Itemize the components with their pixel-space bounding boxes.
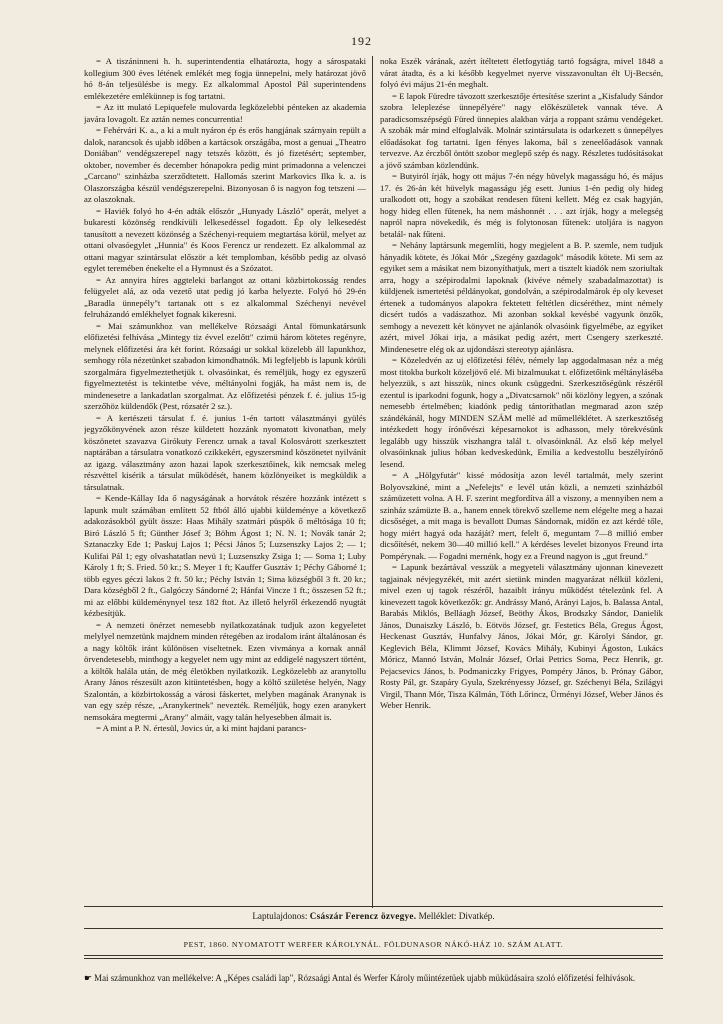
supplement-note: Melléklet: Divatkép.: [418, 911, 495, 921]
printer-imprint: PEST, 1860. NYOMATOTT WERFER KÁROLYNÁL. FÖLDUNASOR NÁKÓ-HÁZ 10. SZÁM ALATT.: [183, 940, 564, 949]
article-paragraph: = Közeledvén az uj előfizetési félév, némely lap aggodalmasan néz a még most titokba burkolt közeljövő elé. Mi bizalmuukat t. előfizetőink méltányláséba helyezzük, s azt hisszük, nincs okunk csüggedni. Szerkesztőségünk részéről ezentul is iparkodni fogunk, hogy a „Divatcsarnok" női közlöny legyen, a szónak nemesebb értelmében; kiadónk pedig tántoríthatlan megmarad azon szép szándékánál, hogy MINDEN SZÁM mellé ad műmelléklétet. A szerkesztőség intézkedett hogy írónővészi képesarnokot is adhasson, mely törekvésünk legalább ugy hisszük viszhangra talál t. olvasóinknál. Az első kép melyel olvasóinknak julius hóban kedveskedünk, Emilia a kedvestollu beszélyírónő lesend.: [380, 355, 663, 469]
article-paragraph: = Lapunk bezártával vesszük a megyeteli választmány ujonnan kinevezett tagjainak névjegyzékét, mit azért sietünk minden magyarázat nélkül közleni, mivel ezen uj tagok részéről, hazaiblt irányu működést tételezünk fel. A kinevezett tagok következők: gr. Andrássy Manó, Arányi Lajos, b. Balassa Antal, Barabás Miklós, Belláagh József, Beöthy Ákos, Brodszky Sándor, Danielik János, Dunaiszky László, b. Eötvös József, gr. Festetics Béla, Gregus Ágost, Heckenast Gusztáv, Hunfalvy János, Jókai Mór, gr. Károlyi Sándor, gr. Keglevich Béla, Klimmt József, Kovács Mihály, Kubinyi Ágoston, Lukács Móricz, Mannó István, Molnár József, Orlai Petrics Soma, Pecz Henrik, gr. Pejacsevics János, b. Podmaniczky Frigyes, Pompéry János, b. Prónay Gábor, Rosty Pál, gr. Szapáry Gyula, Szekrényessy József, gr. Széchenyi Béla, Szilágyi Virgil, Thann Mór, Tisza Kálmán, Tóth Lőrincz, Ürményi József, Weber János és Weber Henrik.: [380, 562, 663, 710]
supplement-notice: ☛ Mai számunkhoz van mellékelve: A „Képes családi lap", Rózsaági Antal és Werfer Károly műintézetüek ujabb müküdásaira szoló előfizetési felhívások.: [84, 973, 636, 983]
left-column: [84, 56, 366, 896]
footer-rule-double: [84, 958, 663, 959]
article-paragraph: noka Eszék várának, azért ítéltetett életfogytiág tartó fogságra, mivel 1848 a várat átadta, és a ki később kegyelmet nyerve visszavonultan élt Uj-Becsén, folyó évi május 21-én meghalt.: [380, 56, 663, 89]
owner-label: Laptulajdonos:: [252, 911, 308, 921]
article-paragraph: = Az annyira híres aggteleki barlangot az ottani közbirtokosság rendes felügyelet alá, az oda vezető utat pedig jó karba helyezte. Folyó hó 29-én „Baradla ünnepély"t tartanak ott s ez alkalommal Széchenyi nevével felruházandó emlékhelyet fognak kikeresni.: [84, 274, 366, 319]
column-divider: [372, 56, 373, 908]
article-paragraph: = A „Hölgyfutár" kissé módosítja azon levél tartalmát, mely szerint Bolyovszkiné, mint a „Nefelejts" e levél után közli, a nemzeti szinházból számüzetett volna. A H. F. szerint megfordítva áll a viszony, a mennyiben nem a szinház számüzte B. a., hanem ennek törekvő szelleme nem elégelte meg a hazai dicsőséget, a mit maga is bevallott Dumas Sándornak, midőn ez azt kérdé tőle, hogy miért hagyá oda hazáját? mert, felelt ő, meguntam 7—8 millió ember dicsőítését, nekem 30—40 millió kell." A kérdéses levelet bizonyos Freund irta Pompérynak. — Fogadni mernénk, hogy ez a Freund nagyon is „gut freund.": [380, 470, 663, 561]
article-paragraph: = A nemzeti önérzet nemesebb nyilatkozatának tudjuk azon kegyeletet melylyel nemzetünk majdnem minden rétegében az irodalom iránt általánosan és a nagy költők iránt különösen viseltetnek. Ezen vivmánya a kornak annál örvendetesebb, minthogy a kegyelet nem ugy mint az eddigelé nagyszert történt, a költők halála után, de még életökben nyilatkozik. Legközelebb az aranytollu Arany János részesült azon kitüntetésben, hogy a költő születése helyén, Nagy Szalontán, a közbirtokosság a városi fáskertet, melyben magának Aranynak is van egy szép része, „Aranykertnek" nevezték. Reméljük, hogy ezen aranykert nemsokára megtermi „Arany" almáit, vagy talán helyesebben álmait is.: [84, 619, 366, 722]
article-paragraph: = Haviék folyó ho 4-én adták először „Hunyady László" operát, melyet a bukaresti közönség rendkívüli lelkesedéssel fogadott. Ép oly lelkesedést tanusított a nevezett közönség a Széchenyi-requiem megtartása körül, melyet az ottani olvasóegylet „Hunnia" és Koos Ferencz ur rendezett. Ez alkalommal az ottani magyar szintársulat először a két templomban, később pedig az olvasó egylet teremében énekelte el a Hymnust és a Szózatot.: [84, 205, 366, 273]
page-number: 192: [351, 34, 372, 48]
article-paragraph: = Az itt mulató Lepiquefele mulovarda legközelebbi pénteken az akademia javára lovagolt. Ez aztán nemes concurrentia!: [84, 102, 366, 124]
article-paragraph: = A kertészeti társulat f. é. junius 1-én tartott választmányi gyülés jegyzőkönyvének azon része küldetett hozzánk nyomatott kivonatban, mely köszönetet szavazva Girókuty Ferencz urnak a taval Kolosvárott szerkesztett naptárában a társulatra vonatkozó czikkekért, egyszersmind köszönetet nyilvánít az igazg. választmány azon hazai lapok szerkesztőinek, kik nemcsak meleg részvéttel kisérik a társulat működését, hanem közlönyeiket is megküldik a társulatnak.: [84, 412, 366, 492]
footer-credits: [84, 911, 663, 921]
article-paragraph: = Kende-Kállay Ida ő nagyságának a horvátok részére hozzánk intézett s lapunk mult számában említett 52 ftból álló ujabbi küldeménye a következő adakozásokból gyült össze: Haas Mihály szatmári püspök ő méltósága 10 ft; Biró László 5 ft; Günther Jósef 3; Böhm Ágost 1; N. N. 1; Novák tanár 2; Sztanaczky Ede 1; Paskuj Lajos 1; Pécsi János 5; Luzsenszky Lajos 2; — 1; Kulifai Pál 1; egy olvashatatlan nevü 1; Luzsenszky Zsiga 1; — Soma 1; Luby Károly 1 ft; S. Fried. 50 kr.; S. Meyer 1 ft; Kauffer Gusztáv 1; Péchy Gáborné 1; több egyes géczi lakos 2 ft. 50 kr.; Péchy István 1; Sima községből 3 ft. 20 kr.; Dara községből 2 ft., Galgóczy Sándorné 2; Hánfai Vincze 1 ft.; összesen 52 ft.; mi az előbbi küldeménynyel tesz 182 ftot. Az illető helyről érkezendő nyugtát kézbesítjük.: [84, 493, 366, 618]
right-column: [380, 56, 663, 896]
footer-rule-top: [84, 906, 663, 907]
article-paragraph: = E lapok Füredre távozott szerkesztője értesítése szerint a „Kisfaludy Sándor szobra leleplezése ünnepélyére" nagy előkészületek vannak téve. A paradicsomszépségü Füred ünnepies alakban várja a roppant számu vendégeket. A szobák már mind elfoglalvák. Molnár szintársulata is odarkezett s ünnepélyes előadásokat fog tartatni. Igen fényes lakoma, bál s zeneelőadások vannak tervezve. Az érczből öntött szobor meglepő szép és nagy. Részletes tudósításokat a jövő számban közlendünk.: [380, 90, 663, 170]
footer-rule-bottom: [84, 955, 663, 956]
article-paragraph: = Fehérvári K. a., a ki a mult nyáron ép és erős hangjának szárnyain repült a dalok, narancsok és ujabb időben a kartácsok országába, most a genuai „Theatro Doniában" vendégszerepel nagy tetszés között, és jó fizetésért; september, oktober, november és december hónapokra pedig mint primadonna a velenczei „Carcano" szinházba szerződtetett. Hallomás szerint Markovics Ilka k. a. is Olaszországba készül vendégszerepelni. Bizonyosan ő is nagyon fog tetszeni — az olaszoknak.: [84, 125, 366, 204]
owner-name: Császár Ferencz özvegye.: [309, 911, 417, 921]
article-paragraph: = A tiszáninneni h. h. superintendentia elhatározta, hogy a sárospataki kollegium 300 éves létének emlékét meg fogja ünnepelni, mely határozat jövő hó 8-án teljesülésbe is megy. Ez alkalommal Apostol Pál superintendens emlékezetére emlékünnep is fog tartatni.: [84, 56, 366, 101]
footer-rule-mid: [84, 928, 663, 929]
article-paragraph: = Butyiról írják, hogy ott május 7-én négy hüvelyk magasságu hó, és május 17. és 26-án két hüvelyk magasságu jég esett. Junius 1-én pedig oly hideg uralkodott ott, hogy a szobákat rendesen fűteni kellett. Még ez csak hagyján, hogy hideg ellen fűtenek, ha nem máshonnét . . . azt írják, hogy a melegség napról napra növekedik, és még is folytonosan fűtenek: utoljára is nagyon betalál- nak fűteni.: [380, 171, 663, 239]
article-paragraph: = Nehány laptársunk megemlíti, hogy megjelent a B. P. szemle, nem tudjuk hányadik kötete, és Jókai Mór „Szegény gazdagok" második kötete. Mi sem az egyiket sem a másikat nem bizonyíthatjuk, mert a tisztelt kiadók nem szoriultak arra, hogy a szépirodalmi lapoknak (kivéve némely szabadalmazottat) is küldjenek ismertetési példányokat, gondolván, a szépirodalmárok ép oly keveset értenek a tudományos alapokra fektetett feltétlen dicséréthez, mint némely dicsért tudós a vadászathoz. Mi azonban sokkal kevésbé vagyunk önzők, semhogy a nevezett két könyvet ne ajánlanók olvasóink figyelmébe, az egyiket azért, mivel Jókai irja, a másikat pedig azért, mert Csengery szerkeszté. Mindenesetre elég ok az ujdondászi stereotyp ajánlásra.: [380, 240, 663, 354]
article-paragraph: = A mint a P. N. értesül, Jovics úr, a ki mint hajdani parancs-: [96, 723, 307, 733]
article-paragraph: = Mai számunkhoz van mellékelve Rózsaági Antal fömunkatársunk előfizetési felhívása „Mintegy tiz évvel ezelőtt" czimü három kötetes regényre, melynek előfizetési ára két forint. Rózsaági ur sokkal közelebb áll lapunkhoz, semhogy róla nézetünket szabadon kimondhatnók. Mi legfeljebb is lapunk körüli szorgalmára figyelmeztethetjük t. olvasóinkat, és reméljük, hogy ez egyszerű figyelmeztetést is tekintetbe véve, méltányolni fogják, ha mást nem is, de mindenesetre a lankadatlan szorgalmat. Az előfizetési pénzek f. é. julius 15-ig szerzőhöz küldendők (Pest, rózsatér 2 sz.).: [84, 320, 366, 411]
